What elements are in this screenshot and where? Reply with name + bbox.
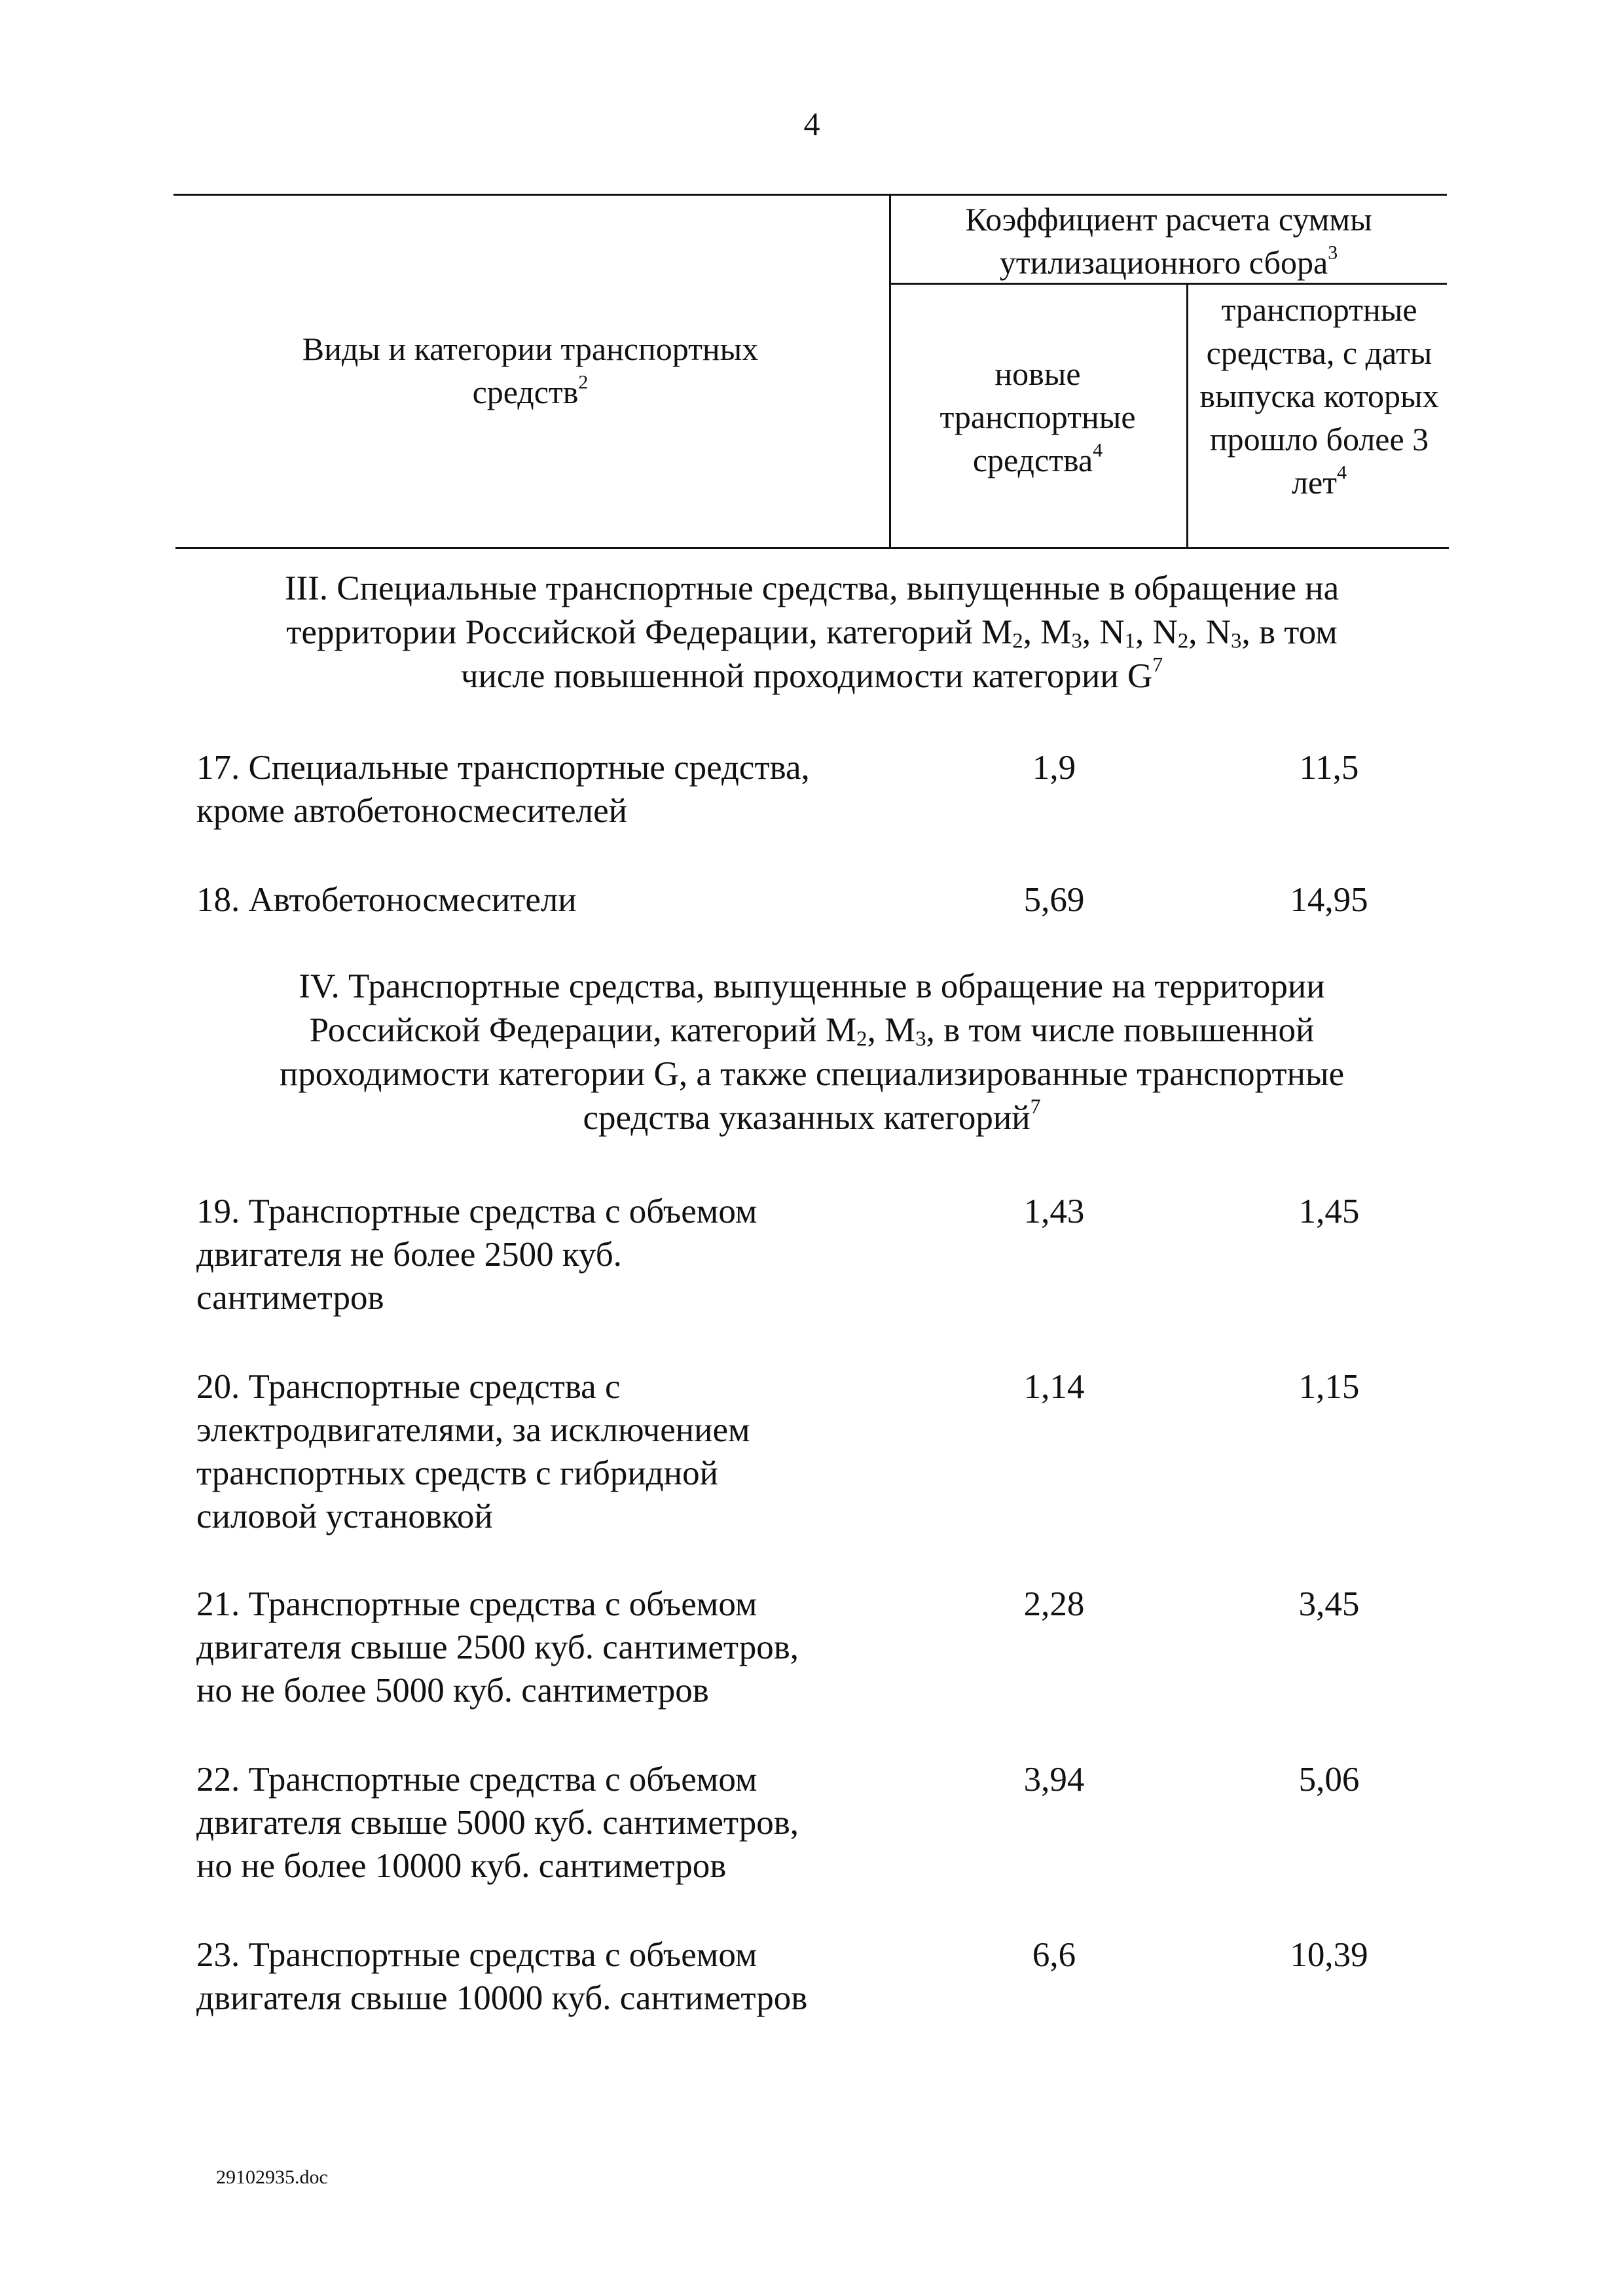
section-3-line-2: территории Российской Федерации, категорий $M_2$, $M_3$, $N_1$, $N_2$, $N_3$, в том (286, 613, 1338, 653)
header-top-rule (173, 194, 1447, 196)
table-row-18 (196, 878, 917, 922)
table-row-19 (196, 1190, 917, 1319)
row-19-line-3: сантиметров (196, 1279, 384, 1317)
row-21-line-3: но не более 5000 куб. сантиметров (196, 1672, 709, 1710)
header-new-text: новые транспортные средства (939, 355, 1136, 478)
row-20-line-2: электродвигателями, за исключением (196, 1411, 750, 1449)
table-row-17 (196, 746, 917, 833)
header-kind-cell (288, 327, 773, 414)
header-divider-2 (1186, 283, 1188, 548)
row-22-line-2: двигателя свыше 5000 куб. сантиметров, (196, 1804, 799, 1842)
row-23-new: 6,6 (1032, 1936, 1076, 1974)
footer-filename: 29102935.doc (216, 2166, 328, 2188)
row-21-line-1: 21. Транспортные средства с объемом (196, 1585, 757, 1623)
row-23-line-1: 23. Транспортные средства с объемом (196, 1936, 757, 1974)
header-new-sup: 4 (1093, 439, 1103, 461)
row-22-new: 3,94 (1023, 1761, 1085, 1799)
row-20-new: 1,14 (1023, 1368, 1085, 1406)
row-20-line-3: транспортных средств с гибридной (196, 1454, 718, 1492)
header-old-cell (1192, 288, 1447, 504)
header-group-cell (897, 198, 1440, 284)
row-22-old: 5,06 (1298, 1761, 1360, 1799)
header-old-sup: 4 (1337, 461, 1347, 484)
header-bottom-rule (175, 547, 1449, 549)
section-4-heading (157, 965, 1467, 1140)
header-divider-1 (889, 194, 891, 548)
row-19-line-1: 19. Транспортные средства с объемом (196, 1193, 757, 1230)
row-21-new: 2,28 (1023, 1585, 1085, 1623)
section-4-line-2: Российской Федерации, категорий $M_2$, $M_3$, в том числе повышенной (309, 1011, 1315, 1051)
row-23-old: 10,39 (1290, 1936, 1368, 1974)
header-group-text: Коэффициент расчета суммы утилизационного сбора (965, 201, 1372, 281)
table-row-20 (196, 1365, 917, 1538)
table-row-22 (196, 1758, 917, 1888)
row-18-new: 5,69 (1023, 881, 1085, 919)
row-20-line-1: 20. Транспортные средства с (196, 1368, 621, 1406)
header-new-cell (907, 352, 1169, 482)
row-18-line-1: 18. Автобетоносмесители (196, 881, 577, 919)
section-4-line-1: IV. Транспортные средства, выпущенные в обращение на территории (299, 967, 1325, 1005)
header-kind-text: Виды и категории транспортных средств (302, 331, 759, 410)
row-19-new: 1,43 (1023, 1193, 1085, 1230)
row-21-old: 3,45 (1298, 1585, 1360, 1623)
row-19-old: 1,45 (1298, 1193, 1360, 1230)
row-22-line-1: 22. Транспортные средства с объемом (196, 1761, 757, 1799)
header-old-text: транспортные средства, с даты выпуска которых прошло более 3 лет (1199, 291, 1439, 501)
row-20-line-4: силовой установкой (196, 1498, 493, 1535)
section-3-line-1: III. Специальные транспортные средства, выпущенные в обращение на (284, 569, 1340, 607)
row-23-line-2: двигателя свыше 10000 куб. сантиметров (196, 1979, 808, 2017)
section-3-heading (157, 567, 1467, 698)
section-4-line-4: средства указанных категорий$^7$ (583, 1095, 1041, 1137)
row-17-line-1: 17. Специальные транспортные средства, (196, 749, 810, 787)
page-number: 4 (803, 105, 820, 142)
row-22-line-3: но не более 10000 куб. сантиметров (196, 1847, 727, 1885)
row-17-old: 11,5 (1299, 749, 1359, 787)
section-4-line-3: проходимости категории G, а также специализированные транспортные (279, 1055, 1345, 1093)
header-group-sup: 3 (1328, 242, 1338, 264)
row-17-new: 1,9 (1032, 749, 1076, 787)
table-row-23 (196, 1933, 917, 2020)
row-20-old: 1,15 (1298, 1368, 1360, 1406)
row-19-line-2: двигателя не более 2500 куб. (196, 1236, 622, 1274)
table-row-21 (196, 1583, 917, 1712)
header-kind-sup: 2 (578, 371, 589, 393)
section-3-line-3: числе повышенной проходимости категории $G^7$ (460, 653, 1163, 695)
row-21-line-2: двигателя свыше 2500 куб. сантиметров, (196, 1628, 799, 1666)
row-18-old: 14,95 (1290, 881, 1368, 919)
row-17-line-2: кроме автобетоносмесителей (196, 792, 627, 830)
